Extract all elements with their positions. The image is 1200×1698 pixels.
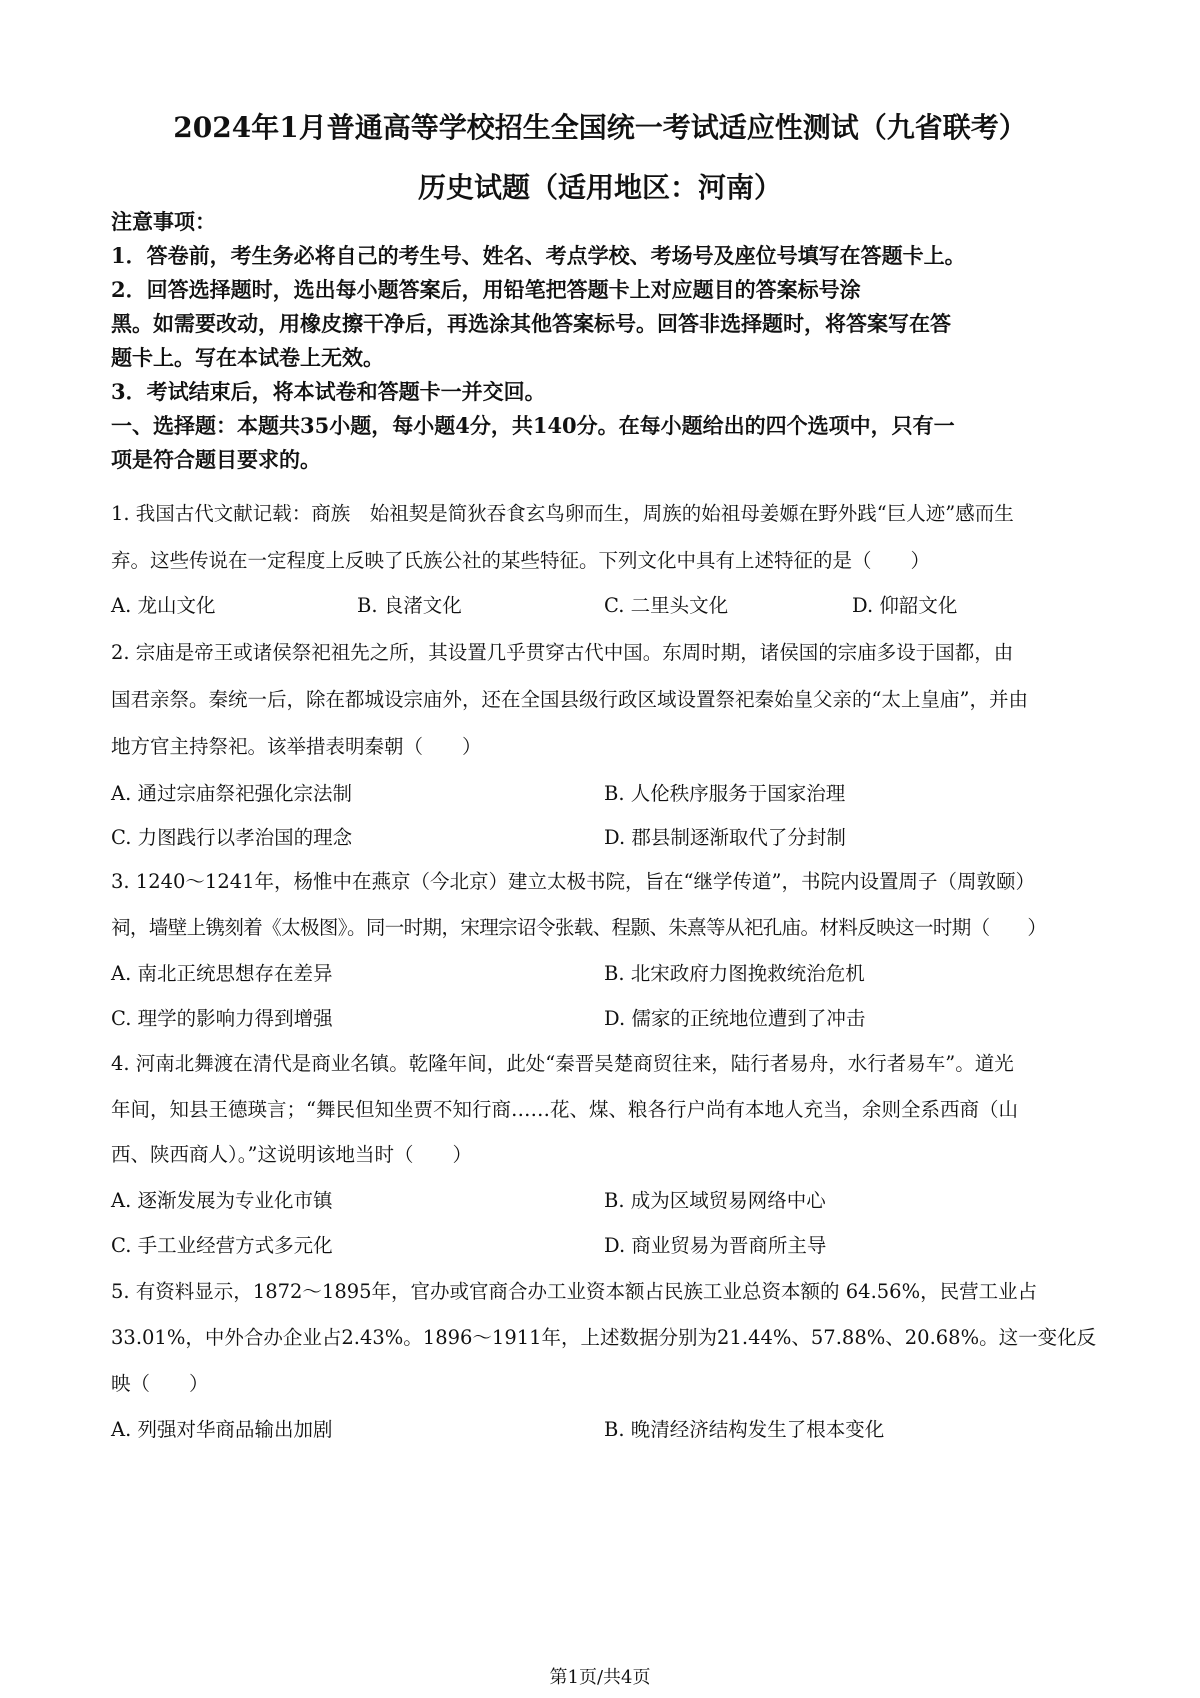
- question-1-option-a: A. 龙山文化: [111, 594, 216, 617]
- question-2-option-a: A. 通过宗庙祭祀强化宗法制: [111, 782, 352, 805]
- question-3-line-1: 3. 1240～1241年，杨惟中在燕京（今北京）建立太极书院，旨在“继学传道”，书院内设置周子（周敦颐）: [111, 870, 1035, 893]
- question-3-option-a: A. 南北正统思想存在差异: [111, 962, 333, 985]
- question-3-option-c: C. 理学的影响力得到增强: [111, 1007, 333, 1030]
- question-2-option-b: B. 人伦秩序服务于国家治理: [604, 782, 846, 805]
- question-4-option-d: D. 商业贸易为晋商所主导: [604, 1234, 827, 1257]
- notice-item-2-cont: 黑。如需要改动，用橡皮擦干净后，再选涂其他答案标号。回答非选择题时，将答案写在答: [111, 311, 951, 336]
- question-4-line-2: 年间，知县王德瑛言；“舞民但知坐贾不知行商……花、煤、粮各行户尚有本地人充当，余则全系西商（山: [111, 1098, 1018, 1121]
- question-1-line-2: 弃。这些传说在一定程度上反映了氏族公社的某些特征。下列文化中具有上述特征的是（ ）: [111, 549, 931, 572]
- question-2-line-1: 2. 宗庙是帝王或诸侯祭祀祖先之所，其设置几乎贯穿古代中国。东周时期，诸侯国的宗庙多设于国都，由: [111, 641, 1014, 664]
- question-1-line-1: 1. 我国古代文献记载：商族 始祖契是简狄吞食玄鸟卵而生，周族的始祖母姜嫄在野外践“巨人迹”感而生: [111, 502, 1014, 525]
- question-4-line-3: 西、陕西商人）。”这说明该地当时（ ）: [111, 1143, 472, 1166]
- question-3-option-d: D. 儒家的正统地位遭到了冲击: [604, 1007, 866, 1030]
- question-1-option-d: D. 仰韶文化: [852, 594, 958, 617]
- question-2-option-c: C. 力图践行以孝治国的理念: [111, 826, 353, 849]
- exam-subtitle: 历史试题（适用地区：河南）: [417, 171, 782, 204]
- question-1-option-b: B. 良渚文化: [357, 594, 462, 617]
- question-5-option-b: B. 晚清经济结构发生了根本变化: [604, 1418, 885, 1441]
- notice-item-3: 3．考试结束后，将本试卷和答题卡一并交回。: [111, 379, 546, 404]
- question-1-option-c: C. 二里头文化: [604, 594, 729, 617]
- question-5-line-1: 5. 有资料显示，1872～1895年，官办或官商合办工业资本额占民族工业总资本额的 64.56%，民营工业占: [111, 1280, 1038, 1303]
- question-5-line-2: 33.01%，中外合办企业占2.43%。1896～1911年，上述数据分别为21.44%、57.88%、20.68%。这一变化反: [111, 1326, 1097, 1349]
- question-3-line-2: 祠，墙壁上镌刻着《太极图》。同一时期，宋理宗诏令张载、程颢、朱熹等从祀孔庙。材料反映这一时期（ ）: [111, 916, 1047, 939]
- notice-heading: 注意事项：: [111, 209, 216, 234]
- question-2-option-d: D. 郡县制逐渐取代了分封制: [604, 826, 846, 849]
- section-heading-cont: 项是符合题目要求的。: [111, 447, 321, 472]
- question-2-line-2: 国君亲祭。秦统一后，除在都城设宗庙外，还在全国县级行政区域设置祭祀秦始皇父亲的“太上皇庙”，并由: [111, 688, 1028, 711]
- question-2-line-3: 地方官主持祭祀。该举措表明秦朝（ ）: [111, 735, 482, 758]
- notice-item-2-end: 题卡上。写在本试卷上无效。: [111, 345, 384, 370]
- question-4-option-b: B. 成为区域贸易网络中心: [604, 1189, 826, 1212]
- question-4-line-1: 4. 河南北舞渡在清代是商业名镇。乾隆年间，此处“秦晋吴楚商贸往来，陆行者易舟，水行者易车”。道光: [111, 1052, 1014, 1075]
- page-number: 第1页/共4页: [549, 1667, 651, 1688]
- notice-item-1: 1．答卷前，考生务必将自己的考生号、姓名、考点学校、考场号及座位号填写在答题卡上。: [111, 243, 966, 268]
- question-4-option-a: A. 逐渐发展为专业化市镇: [111, 1189, 333, 1212]
- notice-item-2: 2．回答选择题时，选出每小题答案后，用铅笔把答题卡上对应题目的答案标号涂: [111, 277, 861, 302]
- question-4-option-c: C. 手工业经营方式多元化: [111, 1234, 333, 1257]
- exam-title: 2024年1月普通高等学校招生全国统一考试适应性测试（九省联考）: [173, 111, 1027, 144]
- question-5-line-3: 映（ ）: [111, 1372, 209, 1395]
- question-3-option-b: B. 北宋政府力图挽救统治危机: [604, 962, 865, 985]
- question-5-option-a: A. 列强对华商品输出加剧: [111, 1418, 333, 1441]
- section-heading: 一、选择题：本题共35小题，每小题4分，共140分。在每小题给出的四个选项中，只有一: [111, 413, 955, 438]
